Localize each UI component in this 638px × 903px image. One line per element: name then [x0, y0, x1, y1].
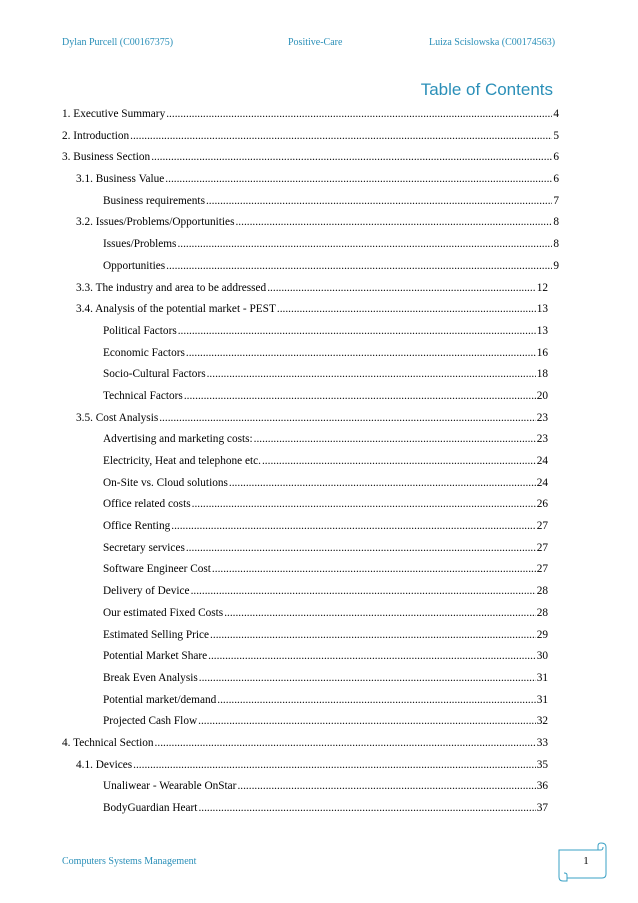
page-header	[62, 37, 562, 51]
toc-entry-label: Office related costs	[103, 498, 191, 511]
toc-entry-label: Political Factors	[103, 324, 177, 337]
toc-entry[interactable]	[62, 343, 548, 365]
toc-entry-page: 31	[536, 671, 548, 684]
toc-entry-page: 32	[536, 715, 548, 728]
toc-entry[interactable]	[62, 690, 548, 712]
toc-leader	[155, 733, 536, 755]
toc-entry[interactable]	[62, 755, 548, 777]
toc-entry[interactable]	[62, 234, 559, 256]
toc-entry-page: 8	[553, 238, 559, 251]
toc-leader	[177, 234, 552, 256]
toc-leader	[212, 559, 536, 581]
toc-entry[interactable]	[62, 126, 559, 148]
toc-entry[interactable]	[62, 581, 548, 603]
toc-entry-label: 3. Business Section	[62, 151, 151, 164]
toc-entry[interactable]	[62, 321, 548, 343]
toc-entry-label: Delivery of Device	[103, 585, 190, 598]
toc-entry-page: 37	[536, 802, 548, 814]
toc-entry-label: Economic Factors	[103, 346, 185, 359]
toc-leader	[151, 147, 552, 169]
toc-entry-label: Office Renting	[103, 520, 171, 533]
toc-entry-page: 4	[553, 108, 559, 120]
toc-leader	[267, 278, 535, 300]
toc-entry-label: On-Site vs. Cloud solutions	[103, 476, 228, 489]
toc-leader	[192, 494, 536, 516]
toc-leader	[191, 581, 536, 603]
toc-entry-page: 27	[536, 520, 548, 533]
toc-entry[interactable]	[62, 299, 548, 321]
toc-entry-label: Business requirements	[103, 194, 205, 207]
toc-entry[interactable]	[62, 429, 548, 451]
toc-entry-page: 13	[536, 324, 548, 337]
toc-entry[interactable]	[62, 386, 548, 408]
toc-leader	[133, 755, 536, 777]
toc-entry[interactable]	[62, 278, 548, 300]
toc-entry[interactable]	[62, 451, 548, 473]
toc-entry[interactable]	[62, 473, 548, 495]
toc-entry-page: 23	[536, 411, 548, 424]
header-center-title: Positive-Care	[288, 37, 343, 48]
toc-entry-page: 33	[536, 736, 548, 749]
toc-leader	[171, 516, 535, 538]
toc-entry[interactable]	[62, 147, 559, 169]
toc-leader	[198, 711, 536, 733]
toc-entry-label: 3.3. The industry and area to be addressed	[76, 281, 267, 294]
toc-entry-page: 29	[536, 628, 548, 641]
toc-entry-page: 27	[536, 563, 548, 576]
toc-entry-label: Our estimated Fixed Costs	[103, 606, 224, 619]
toc-entry[interactable]	[62, 256, 559, 278]
toc-leader	[237, 776, 535, 798]
toc-entry-label: BodyGuardian Heart	[103, 802, 198, 814]
toc-entry-label: Opportunities	[103, 259, 166, 272]
toc-entry-page: 23	[536, 433, 548, 446]
toc-entry-page: 24	[536, 455, 548, 467]
header-left-author: Dylan Purcell (C00167375)	[62, 37, 174, 48]
toc-leader	[186, 538, 536, 560]
toc-entry-label: Issues/Problems	[103, 238, 177, 251]
toc-leader	[198, 798, 535, 820]
toc-entry-page: 28	[536, 585, 548, 598]
toc-entry-page: 27	[536, 541, 548, 554]
header-right-author: Luiza Scislowska (C00174563)	[429, 37, 556, 48]
toc-leader	[206, 191, 552, 213]
toc-leader	[229, 473, 536, 495]
toc-entry-page: 6	[553, 151, 559, 164]
toc-entry-label: 3.2. Issues/Problems/Opportunities	[76, 216, 235, 229]
toc-leader	[217, 690, 535, 712]
toc-entry[interactable]	[62, 516, 548, 538]
toc-entry-label: Estimated Selling Price	[103, 628, 210, 641]
toc-entry-page: 6	[553, 173, 559, 186]
toc-entry-page: 35	[536, 758, 548, 771]
toc-entry-page: 9	[553, 259, 559, 272]
toc-entry[interactable]	[62, 625, 548, 647]
toc-leader	[159, 408, 535, 430]
toc-entry[interactable]	[62, 408, 548, 430]
toc-entry[interactable]	[62, 212, 559, 234]
toc-entry-page: 30	[536, 650, 548, 663]
toc-leader	[208, 646, 536, 668]
toc-entry-label: Break Even Analysis	[103, 671, 198, 684]
toc-entry-label: Secretary services	[103, 541, 185, 554]
toc-entry-label: 4. Technical Section	[62, 736, 154, 749]
toc-entry-page: 16	[536, 346, 548, 359]
toc-entry-label: Potential market/demand	[103, 693, 217, 706]
toc-leader	[165, 169, 552, 191]
toc-entry-label: Socio-Cultural Factors	[103, 368, 206, 381]
toc-entry-label: Unaliwear - Wearable OnStar	[103, 780, 237, 793]
toc-entry[interactable]	[62, 559, 548, 581]
toc-leader	[130, 126, 552, 148]
toc-entry[interactable]	[62, 668, 548, 690]
footer-course-name: Computers Systems Management	[62, 856, 197, 867]
toc-leader	[224, 603, 536, 625]
table-of-contents	[62, 104, 559, 820]
toc-entry-label: 2. Introduction	[62, 129, 130, 142]
toc-entry[interactable]	[62, 603, 548, 625]
toc-entry-label: 3.4. Analysis of the potential market - PEST	[76, 303, 276, 316]
toc-entry[interactable]	[62, 104, 559, 126]
toc-entry-label: Electricity, Heat and telephone etc.	[103, 455, 261, 467]
toc-entry[interactable]	[62, 646, 548, 668]
toc-entry-label: Potential Market Share	[103, 650, 208, 663]
toc-entry-page: 26	[536, 498, 548, 511]
toc-entry-page: 31	[536, 693, 548, 706]
toc-entry[interactable]	[62, 798, 548, 820]
toc-leader	[207, 364, 536, 386]
toc-entry-page: 5	[553, 129, 559, 142]
toc-entry[interactable]	[62, 733, 548, 755]
toc-leader	[277, 299, 536, 321]
toc-heading: Table of Contents	[420, 80, 553, 99]
toc-entry[interactable]	[62, 191, 559, 213]
toc-entry-label: Projected Cash Flow	[103, 715, 198, 728]
toc-entry-label: Technical Factors	[103, 389, 183, 402]
toc-leader	[166, 104, 552, 126]
toc-leader	[235, 212, 552, 234]
toc-entry-page: 36	[536, 780, 548, 793]
toc-entry[interactable]	[62, 169, 559, 191]
toc-leader	[166, 256, 552, 278]
toc-leader	[199, 668, 536, 690]
toc-entry[interactable]	[62, 776, 548, 798]
toc-leader	[210, 625, 536, 647]
toc-leader	[254, 429, 536, 451]
toc-leader	[262, 451, 536, 473]
toc-entry-label: 4.1. Devices	[76, 758, 133, 771]
toc-entry-label: Advertising and marketing costs:	[103, 433, 253, 446]
toc-leader	[184, 386, 536, 408]
toc-entry-page: 12	[536, 281, 548, 294]
toc-entry-page: 28	[536, 606, 548, 619]
toc-leader	[186, 343, 536, 365]
toc-entry-page: 20	[536, 389, 548, 402]
toc-entry[interactable]	[62, 364, 548, 386]
toc-entry-page: 24	[536, 476, 548, 489]
toc-entry[interactable]	[62, 711, 548, 733]
page-number: 1	[583, 855, 589, 867]
toc-entry-label: Software Engineer Cost	[103, 563, 211, 576]
toc-entry-page: 7	[553, 194, 559, 207]
toc-leader	[178, 321, 536, 343]
toc-entry[interactable]	[62, 538, 548, 560]
toc-entry-label: 1. Executive Summary	[62, 108, 166, 120]
toc-entry-label: 3.5. Cost Analysis	[76, 411, 159, 424]
toc-entry-page: 13	[536, 303, 548, 316]
toc-entry-label: 3.1. Business Value	[76, 173, 165, 186]
toc-entry-page: 18	[536, 368, 548, 381]
toc-entry[interactable]	[62, 494, 548, 516]
toc-entry-page: 8	[553, 216, 559, 229]
